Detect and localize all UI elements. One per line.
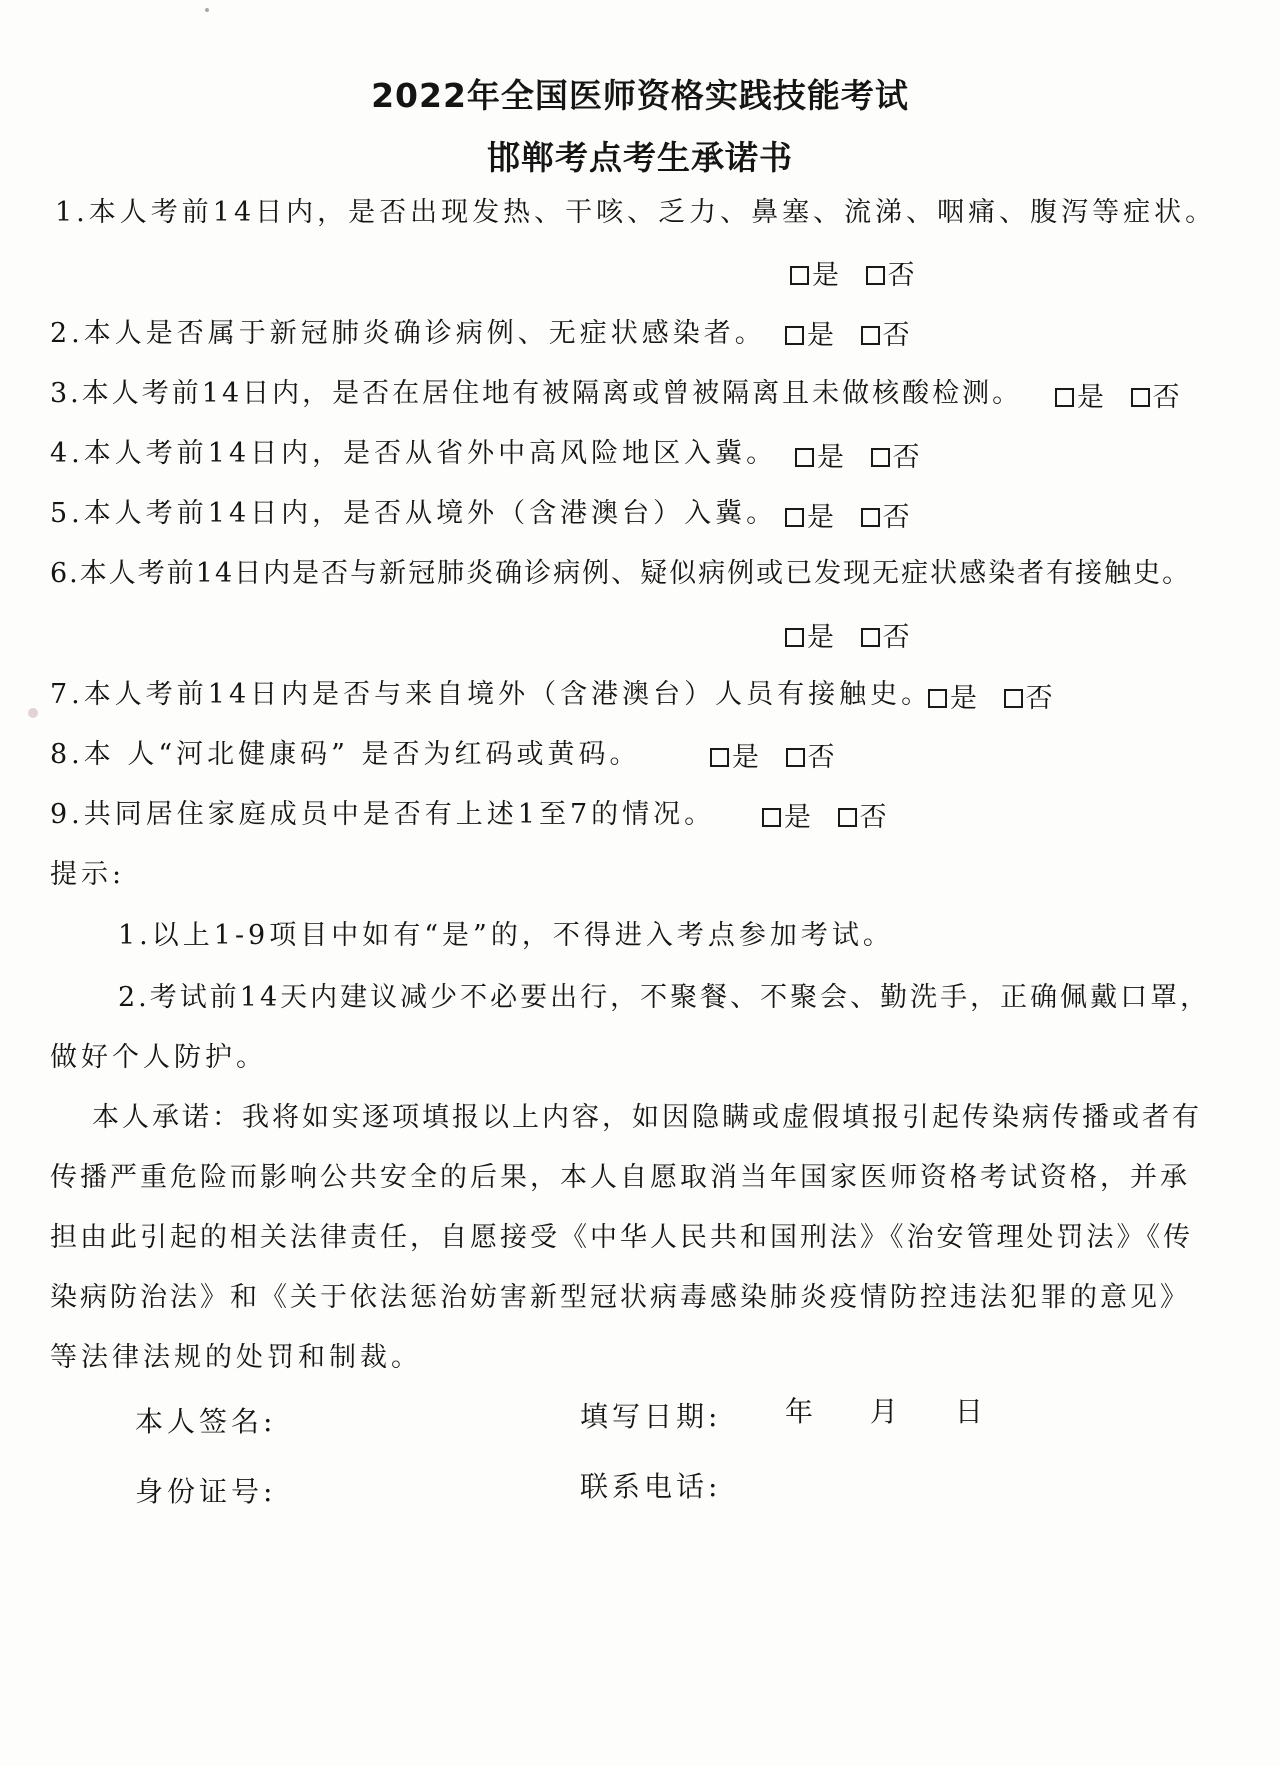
paper-speck: [205, 8, 209, 12]
question-9-options: [762, 800, 905, 836]
question-3-options: [1055, 380, 1198, 416]
pledge-line-1: 本人承诺：我将如实逐项填报以上内容，如因隐瞒或虚假填报引起传染病传播或者有: [92, 1102, 1202, 1133]
question-1: 1.本人考前14日内，是否出现发热、干咳、乏力、鼻塞、流涕、咽痛、腹泻等症状。: [55, 197, 1217, 228]
pledge-line-2: 传播严重危险而影响公共安全的后果，本人自愿取消当年国家医师资格考试资格，并承: [50, 1162, 1190, 1193]
checkbox-icon[interactable]: [710, 748, 729, 767]
checkbox-icon[interactable]: [785, 326, 804, 345]
date-day: 日: [954, 1395, 987, 1428]
form-subtitle: 邯郸考点考生承诺书: [487, 138, 793, 177]
pledge-line-4: 染病防治法》和《关于依法惩治妨害新型冠状病毒感染肺炎疫情防控违法犯罪的意见》: [50, 1282, 1190, 1313]
checkbox-icon[interactable]: [861, 326, 880, 345]
question-6: 6.本人考前14日内是否与新冠肺炎确诊病例、疑似病例或已发现无症状感染者有接触史。: [50, 558, 1192, 589]
question-2-options: [785, 318, 928, 354]
q9-yes-option[interactable]: 是: [762, 800, 811, 836]
q1-no-option[interactable]: 否: [866, 258, 915, 294]
q4-no-option[interactable]: 否: [871, 440, 920, 476]
paper-speck: [28, 708, 38, 718]
checkbox-icon[interactable]: [786, 748, 805, 767]
q8-yes-option[interactable]: 是: [710, 740, 759, 776]
tip-1: 1.以上1-9项目中如有“是”的，不得进入考点参加考试。: [118, 920, 894, 951]
question-8-options: [710, 740, 853, 776]
signature-label: 本人签名:: [135, 1405, 277, 1438]
q6-yes-option[interactable]: 是: [785, 620, 834, 656]
q2-yes-option[interactable]: 是: [785, 318, 834, 354]
q2-no-option[interactable]: 否: [861, 318, 910, 354]
q9-no-option[interactable]: 否: [838, 800, 887, 836]
question-7: 7.本人考前14日内是否与来自境外（含港澳台）人员有接触史。: [50, 679, 933, 710]
tips-label: 提示:: [50, 859, 126, 890]
checkbox-icon[interactable]: [1055, 388, 1074, 407]
checkbox-icon[interactable]: [762, 808, 781, 827]
checkbox-icon[interactable]: [785, 628, 804, 647]
q6-no-option[interactable]: 否: [861, 620, 910, 656]
id-number-label: 身份证号:: [135, 1475, 277, 1508]
checkbox-icon[interactable]: [1004, 689, 1023, 708]
question-3: 3.本人考前14日内，是否在居住地有被隔离或曾被隔离且未做核酸检测。: [50, 378, 1023, 409]
question-5-options: [785, 500, 928, 536]
tip-2: 2.考试前14天内建议减少不必要出行，不聚餐、不聚会、勤洗手，正确佩戴口罩，: [118, 982, 1211, 1013]
checkbox-icon[interactable]: [790, 266, 809, 285]
q5-no-option[interactable]: 否: [861, 500, 910, 536]
checkbox-icon[interactable]: [1131, 388, 1150, 407]
checkbox-icon[interactable]: [928, 689, 947, 708]
checkbox-icon[interactable]: [785, 508, 804, 527]
q5-yes-option[interactable]: 是: [785, 500, 834, 536]
question-6-options: [785, 620, 928, 656]
q3-no-option[interactable]: 否: [1131, 380, 1180, 416]
question-1-options: [790, 258, 933, 294]
q8-no-option[interactable]: 否: [786, 740, 835, 776]
checkbox-icon[interactable]: [866, 266, 885, 285]
checkbox-icon[interactable]: [871, 448, 890, 467]
question-9: 9.共同居住家庭成员中是否有上述1至7的情况。: [50, 799, 716, 830]
q1-yes-option[interactable]: 是: [790, 258, 839, 294]
form-title: 2022年全国医师资格实践技能考试: [371, 76, 909, 115]
date-month: 月: [869, 1395, 902, 1428]
q7-no-option[interactable]: 否: [1004, 681, 1053, 717]
q4-yes-option[interactable]: 是: [795, 440, 844, 476]
checkbox-icon[interactable]: [861, 628, 880, 647]
date-fields[interactable]: [785, 1390, 1027, 1430]
checkbox-icon[interactable]: [838, 808, 857, 827]
question-8: 8.本 人“河北健康码” 是否为红码或黄码。: [50, 739, 641, 770]
pledge-line-3: 担由此引起的相关法律责任，自愿接受《中华人民共和国刑法》《治安管理处罚法》《传: [50, 1222, 1193, 1253]
question-4: 4.本人考前14日内，是否从省外中高风险地区入冀。: [50, 438, 778, 469]
phone-label: 联系电话:: [580, 1470, 722, 1503]
tip-2-continued: 做好个人防护。: [50, 1042, 267, 1073]
checkbox-icon[interactable]: [861, 508, 880, 527]
checkbox-icon[interactable]: [795, 448, 814, 467]
date-year: 年: [785, 1395, 818, 1428]
date-label: 填写日期:: [580, 1400, 722, 1433]
question-5: 5.本人考前14日内，是否从境外（含港澳台）入冀。: [50, 498, 778, 529]
q3-yes-option[interactable]: 是: [1055, 380, 1104, 416]
question-2: 2.本人是否属于新冠肺炎确诊病例、无症状感染者。: [50, 318, 766, 349]
question-4-options: [795, 440, 938, 476]
q7-yes-option[interactable]: 是: [928, 681, 977, 717]
pledge-line-5: 等法律法规的处罚和制裁。: [50, 1342, 422, 1373]
question-7-options: [928, 681, 1071, 717]
